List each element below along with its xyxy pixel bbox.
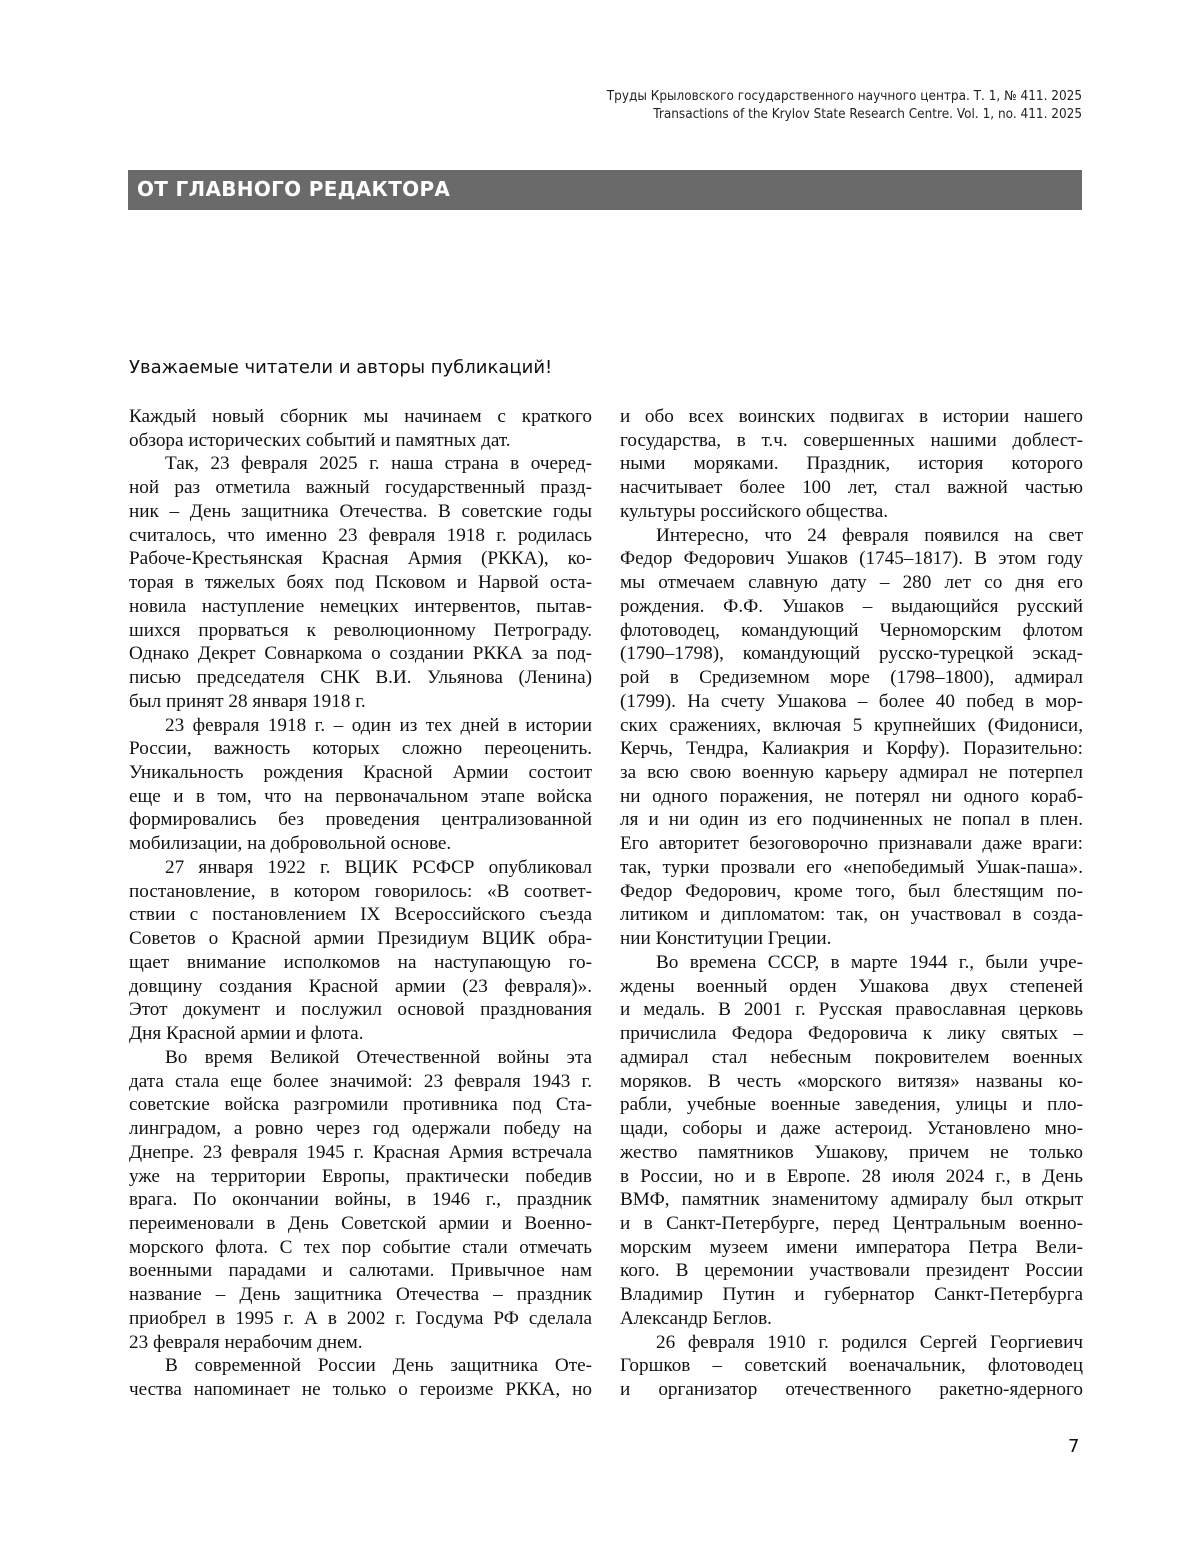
paragraph	[129, 1354, 592, 1401]
text-line: и обо всех воинских подвигах в истории нашего	[620, 405, 1083, 429]
text-line: ными моряками. Праздник, история которого	[620, 452, 1083, 476]
paragraph	[129, 1046, 592, 1355]
text-line: ствии с постановлением IX Всероссийского съезда	[129, 903, 592, 927]
section-title: ОТ ГЛАВНОГО РЕДАКТОРА	[137, 177, 450, 201]
text-line: адмирал стал небесным покровителем военных	[620, 1046, 1083, 1070]
text-line: Так, 23 февраля 2025 г. наша страна в очеред-	[129, 452, 592, 476]
text-line: Рабоче-Крестьянская Красная Армия (РККА), ко-	[129, 547, 592, 571]
text-line: уже на территории Европы, практически победив	[129, 1165, 592, 1189]
text-line: приобрел в 1995 г. А в 2002 г. Госдума РФ сделала	[129, 1307, 592, 1331]
text-column-left	[129, 405, 592, 1402]
text-line: новила наступление немецких интервентов, пытав-	[129, 595, 592, 619]
text-line: кого. В церемонии участвовали президент России	[620, 1259, 1083, 1283]
text-line: Этот документ и послужил основой празднования	[129, 998, 592, 1022]
text-line: Федор Федорович Ушаков (1745–1817). В этом году	[620, 547, 1083, 571]
text-line: Днепре. 23 февраля 1945 г. Красная Армия встречала	[129, 1141, 592, 1165]
paragraph	[620, 1331, 1083, 1402]
text-line: еще и в том, что на первоначальном этапе войска	[129, 785, 592, 809]
paragraph	[129, 452, 592, 713]
text-line: мы отмечаем славную дату – 280 лет со дня его	[620, 571, 1083, 595]
text-line: Советов о Красной армии Президиум ВЦИК обра-	[129, 927, 592, 951]
greeting-heading: Уважаемые читатели и авторы публикаций!	[129, 357, 552, 378]
text-line: ля и ни один из его подчиненных не попал в плен.	[620, 808, 1083, 832]
text-line: был принят 28 января 1918 г.	[129, 690, 592, 714]
text-line: культуры российского общества.	[620, 500, 1083, 524]
text-line: жество памятников Ушакову, причем не только	[620, 1141, 1083, 1165]
text-line: довщину создания Красной армии (23 февраля)».	[129, 975, 592, 999]
text-line: ских сражениях, включая 5 крупнейших (Фидониси,	[620, 714, 1083, 738]
text-line: писью председателя СНК В.И. Ульянова (Ленина)	[129, 666, 592, 690]
text-line: рождения. Ф.Ф. Ушаков – выдающийся русский	[620, 595, 1083, 619]
text-line: название – День защитника Отечества – праздник	[129, 1283, 592, 1307]
text-line: и в Санкт-Петербурге, перед Центральным военно-	[620, 1212, 1083, 1236]
text-line: литиком и дипломатом: так, он участвовал в созда-	[620, 903, 1083, 927]
text-line: советские войска разгромили противника под Ста-	[129, 1093, 592, 1117]
paragraph	[129, 405, 592, 452]
text-line: врага. По окончании войны, в 1946 г., праздник	[129, 1188, 592, 1212]
journal-title-ru: Труды Крыловского государственного научного центра. Т. 1, № 411. 2025	[607, 89, 1082, 104]
text-line: Его авторитет безоговорочно признавали даже враги:	[620, 832, 1083, 856]
text-line: Уникальность рождения Красной Армии состоит	[129, 761, 592, 785]
text-line: 27 января 1922 г. ВЦИК РСФСР опубликовал	[129, 856, 592, 880]
text-line: щади, соборы и даже астероид. Установлено мно-	[620, 1117, 1083, 1141]
text-line: Дня Красной армии и флота.	[129, 1022, 592, 1046]
text-line: ждены военный орден Ушакова двух степеней	[620, 975, 1083, 999]
text-line: Интересно, что 24 февраля появился на свет	[620, 524, 1083, 548]
text-line: (1799). На счету Ушакова – более 40 побед в мор-	[620, 690, 1083, 714]
text-line: нии Конституции Греции.	[620, 927, 1083, 951]
text-line: флотоводец, командующий Черноморским флотом	[620, 619, 1083, 643]
section-banner	[128, 170, 1082, 210]
text-line: шихся прорваться к революционному Петрограду.	[129, 619, 592, 643]
paragraph	[129, 714, 592, 856]
text-line: мобилизации, на добровольной основе.	[129, 832, 592, 856]
text-line: Однако Декрет Совнаркома о создании РККА за под-	[129, 642, 592, 666]
text-line: (1790–1798), командующий русско-турецкой эскад-	[620, 642, 1083, 666]
text-line: Федор Федорович, кроме того, был блестящим по-	[620, 880, 1083, 904]
text-line: причислила Федора Федоровича к лику святых –	[620, 1022, 1083, 1046]
text-line: рабли, учебные военные заведения, улицы и пло-	[620, 1093, 1083, 1117]
text-line: Каждый новый сборник мы начинаем с краткого	[129, 405, 592, 429]
journal-title-en: Transactions of the Krylov State Research Centre. Vol. 1, no. 411. 2025	[653, 107, 1082, 122]
text-line: формировались без проведения централизованной	[129, 808, 592, 832]
text-line: так, турки прозвали его «непобедимый Ушак-паша».	[620, 856, 1083, 880]
text-line: постановление, в котором говорилось: «В соответ-	[129, 880, 592, 904]
text-line: Во времена СССР, в марте 1944 г., были учре-	[620, 951, 1083, 975]
text-column-right	[620, 405, 1083, 1402]
text-line: Горшков – советский военачальник, флотоводец	[620, 1354, 1083, 1378]
text-line: линградом, а ровно через год одержали победу на	[129, 1117, 592, 1141]
text-line: ВМФ, памятник знаменитому адмиралу был открыт	[620, 1188, 1083, 1212]
paragraph	[620, 524, 1083, 951]
text-line: Владимир Путин и губернатор Санкт-Петербурга	[620, 1283, 1083, 1307]
text-line: и организатор отечественного ракетно-ядерного	[620, 1378, 1083, 1402]
text-line: за всю свою военную карьеру адмирал не потерпел	[620, 761, 1083, 785]
text-line: обзора исторических событий и памятных дат.	[129, 429, 592, 453]
paragraph	[620, 405, 1083, 524]
text-line: 26 февраля 1910 г. родился Сергей Георгиевич	[620, 1331, 1083, 1355]
text-line: морским музеем имени императора Петра Вели-	[620, 1236, 1083, 1260]
text-line: В современной России День защитника Оте-	[129, 1354, 592, 1378]
text-line: ник – День защитника Отечества. В советские годы	[129, 500, 592, 524]
text-line: военными парадами и салютами. Привычное нам	[129, 1259, 592, 1283]
paragraph	[620, 951, 1083, 1331]
text-line: чества напоминает не только о героизме РККА, но	[129, 1378, 592, 1402]
text-line: государства, в т.ч. совершенных нашими доблест-	[620, 429, 1083, 453]
text-line: России, важность которых сложно переоценить.	[129, 737, 592, 761]
text-line: торая в тяжелых боях под Псковом и Нарвой оста-	[129, 571, 592, 595]
text-line: моряков. В честь «морского витязя» названы ко-	[620, 1070, 1083, 1094]
text-line: ной раз отметила важный государственный празд-	[129, 476, 592, 500]
text-line: ни одного поражения, не потерял ни одного кораб-	[620, 785, 1083, 809]
text-line: 23 февраля нерабочим днем.	[129, 1331, 592, 1355]
text-line: Во время Великой Отечественной войны эта	[129, 1046, 592, 1070]
text-line: считалось, что именно 23 февраля 1918 г. родилась	[129, 524, 592, 548]
text-line: Александр Беглов.	[620, 1307, 1083, 1331]
text-line: дата стала еще более значимой: 23 февраля 1943 г.	[129, 1070, 592, 1094]
text-line: щает внимание исполкомов на наступающую го-	[129, 951, 592, 975]
page-number: 7	[1068, 1436, 1079, 1457]
text-line: насчитывает более 100 лет, стал важной частью	[620, 476, 1083, 500]
text-line: рой в Средиземном море (1798–1800), адмирал	[620, 666, 1083, 690]
text-line: Керчь, Тендра, Калиакрия и Корфу). Поразительно:	[620, 737, 1083, 761]
text-line: переименовали в День Советской армии и Военно-	[129, 1212, 592, 1236]
text-line: морского флота. С тех пор событие стали отмечать	[129, 1236, 592, 1260]
text-line: в России, но и в Европе. 28 июля 2024 г., в День	[620, 1165, 1083, 1189]
text-line: 23 февраля 1918 г. – один из тех дней в истории	[129, 714, 592, 738]
text-line: и медаль. В 2001 г. Русская православная церковь	[620, 998, 1083, 1022]
paragraph	[129, 856, 592, 1046]
